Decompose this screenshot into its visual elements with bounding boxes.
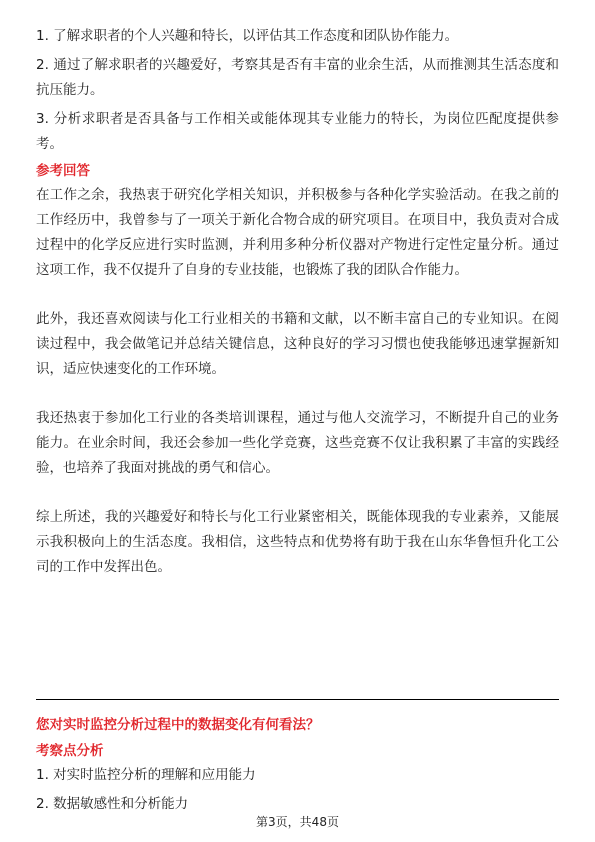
lower-content <box>36 705 559 817</box>
analysis-heading: 考察点分析 <box>36 743 104 759</box>
intro-list-item-3: 3. 分析求职者是否具备与工作相关或能体现其专业能力的特长，为岗位匹配度提供参考。 <box>36 111 559 152</box>
section-divider <box>36 699 559 700</box>
intro-list-item-2: 2. 通过了解求职者的兴趣爱好，考察其是否有丰富的业余生活，从而推测其生活态度和抗压能力。 <box>36 57 559 98</box>
answer-paragraph-3: 我还热衷于参加化工行业的各类培训课程，通过与他人交流学习，不断提升自己的业务能力。在业余时间，我还会参加一些化学竞赛，这些竞赛不仅让我积累了丰富的实践经验，也培养了我面对挑战的勇气和信心。 <box>36 410 559 476</box>
answer-heading: 参考回答 <box>36 163 90 179</box>
answer-paragraph-4: 综上所述，我的兴趣爱好和特长与化工行业紧密相关，既能体现我的专业素养，又能展示我积极向上的生活态度。我相信，这些特点和优势将有助于我在山东华鲁恒升化工公司的工作中发挥出色。 <box>36 509 559 575</box>
intro-list-item-1: 1. 了解求职者的个人兴趣和特长，以评估其工作态度和团队协作能力。 <box>36 28 459 44</box>
answer-paragraph-1: 在工作之余，我热衷于研究化学相关知识，并积极参与各种化学实验活动。在我之前的工作经历中，我曾参与了一项关于新化合物合成的研究项目。在项目中，我负责对合成过程中的化学反应进行实时监测，并利用多种分析仪器对产物进行定性定量分析。通过这项工作，我不仅提升了自身的专业技能，也锻炼了我的团队合作能力。 <box>36 187 559 278</box>
next-question: 您对实时监控分析过程中的数据变化有何看法？ <box>36 717 320 733</box>
page-footer: 第3页，共48页 <box>256 815 339 829</box>
upper-content <box>36 24 559 580</box>
analysis-list-item-1: 1. 对实时监控分析的理解和应用能力 <box>36 767 256 783</box>
analysis-list-item-2: 2. 数据敏感性和分析能力 <box>36 796 189 812</box>
answer-paragraph-2: 此外，我还喜欢阅读与化工行业相关的书籍和文献，以不断丰富自己的专业知识。在阅读过程中，我会做笔记并总结关键信息，这种良好的学习习惯也使我能够迅速掌握新知识，适应快速变化的工作环境。 <box>36 311 559 377</box>
